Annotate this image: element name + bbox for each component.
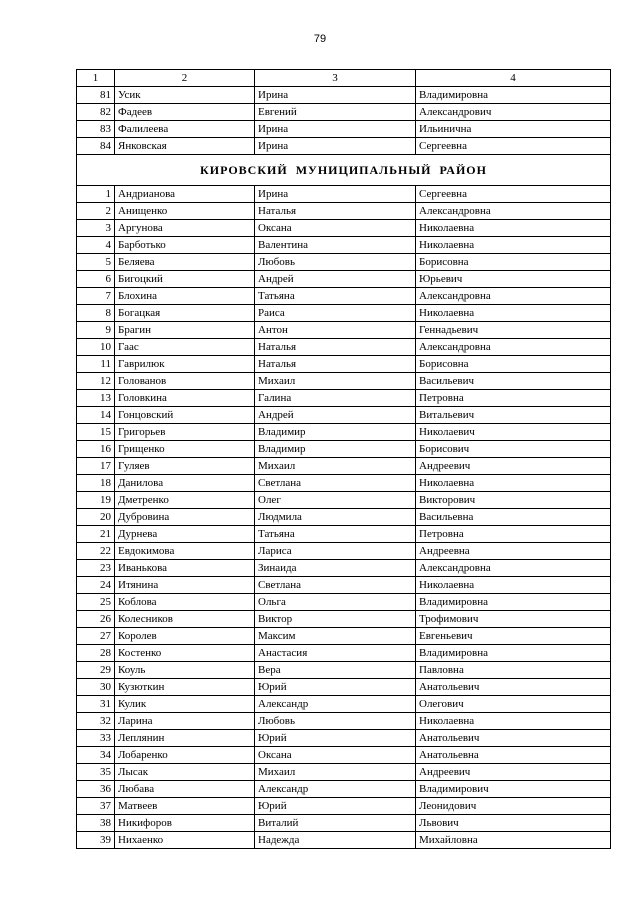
row-number-cell: 38 bbox=[77, 815, 115, 832]
page-number: 79 bbox=[313, 33, 327, 45]
row-number-cell: 2 bbox=[77, 203, 115, 220]
patronymic-cell: Владимировна bbox=[416, 645, 611, 662]
patronymic-cell: Николаевна bbox=[416, 305, 611, 322]
first-name-cell: Ирина bbox=[255, 186, 416, 203]
row-number-cell: 3 bbox=[77, 220, 115, 237]
column-header-2: 2 bbox=[115, 70, 255, 87]
surname-cell: Никифоров bbox=[115, 815, 255, 832]
patronymic-cell: Павловна bbox=[416, 662, 611, 679]
first-name-cell: Татьяна bbox=[255, 288, 416, 305]
row-number-cell: 36 bbox=[77, 781, 115, 798]
surname-cell: Лысак bbox=[115, 764, 255, 781]
row-number-cell: 24 bbox=[77, 577, 115, 594]
first-name-cell: Оксана bbox=[255, 747, 416, 764]
surname-cell: Дубровина bbox=[115, 509, 255, 526]
surname-cell: Голованов bbox=[115, 373, 255, 390]
patronymic-cell: Николаевна bbox=[416, 237, 611, 254]
table-row bbox=[77, 815, 611, 832]
surname-cell: Гаас bbox=[115, 339, 255, 356]
first-name-cell: Валентина bbox=[255, 237, 416, 254]
surname-cell: Андрианова bbox=[115, 186, 255, 203]
first-name-cell: Ирина bbox=[255, 121, 416, 138]
row-number-cell: 33 bbox=[77, 730, 115, 747]
table-row bbox=[77, 271, 611, 288]
first-name-cell: Александр bbox=[255, 781, 416, 798]
row-number-cell: 7 bbox=[77, 288, 115, 305]
table-row bbox=[77, 764, 611, 781]
row-number-cell: 82 bbox=[77, 104, 115, 121]
table-row bbox=[77, 220, 611, 237]
table-row bbox=[77, 458, 611, 475]
first-name-cell: Антон bbox=[255, 322, 416, 339]
surname-cell: Беляева bbox=[115, 254, 255, 271]
table-row bbox=[77, 237, 611, 254]
section-header-row bbox=[77, 155, 611, 186]
table-row bbox=[77, 560, 611, 577]
row-number-cell: 32 bbox=[77, 713, 115, 730]
row-number-cell: 16 bbox=[77, 441, 115, 458]
first-name-cell: Светлана bbox=[255, 577, 416, 594]
row-number-cell: 27 bbox=[77, 628, 115, 645]
first-name-cell: Юрий bbox=[255, 679, 416, 696]
surname-cell: Дметренко bbox=[115, 492, 255, 509]
surname-cell: Гонцовский bbox=[115, 407, 255, 424]
first-name-cell: Виталий bbox=[255, 815, 416, 832]
row-number-cell: 22 bbox=[77, 543, 115, 560]
patronymic-cell: Михайловна bbox=[416, 832, 611, 849]
first-name-cell: Михаил bbox=[255, 373, 416, 390]
surname-cell: Ларина bbox=[115, 713, 255, 730]
row-number-cell: 39 bbox=[77, 832, 115, 849]
surname-cell: Итянина bbox=[115, 577, 255, 594]
patronymic-cell: Ильинична bbox=[416, 121, 611, 138]
row-number-cell: 8 bbox=[77, 305, 115, 322]
first-name-cell: Галина bbox=[255, 390, 416, 407]
surname-cell: Блохина bbox=[115, 288, 255, 305]
patronymic-cell: Владимирович bbox=[416, 781, 611, 798]
surname-cell: Дурнева bbox=[115, 526, 255, 543]
column-header-3: 3 bbox=[255, 70, 416, 87]
row-number-cell: 34 bbox=[77, 747, 115, 764]
first-name-cell: Анастасия bbox=[255, 645, 416, 662]
first-name-cell: Олег bbox=[255, 492, 416, 509]
patronymic-cell: Владимировна bbox=[416, 87, 611, 104]
first-name-cell: Юрий bbox=[255, 730, 416, 747]
first-name-cell: Любовь bbox=[255, 254, 416, 271]
surname-cell: Лобаренко bbox=[115, 747, 255, 764]
surname-cell: Данилова bbox=[115, 475, 255, 492]
surname-cell: Аргунова bbox=[115, 220, 255, 237]
table-row bbox=[77, 526, 611, 543]
row-number-cell: 26 bbox=[77, 611, 115, 628]
table-row bbox=[77, 492, 611, 509]
surname-cell: Фадеев bbox=[115, 104, 255, 121]
table-row bbox=[77, 611, 611, 628]
surname-cell: Григорьев bbox=[115, 424, 255, 441]
row-number-cell: 17 bbox=[77, 458, 115, 475]
row-number-cell: 28 bbox=[77, 645, 115, 662]
surname-cell: Гуляев bbox=[115, 458, 255, 475]
row-number-cell: 1 bbox=[77, 186, 115, 203]
first-name-cell: Любовь bbox=[255, 713, 416, 730]
table-row bbox=[77, 832, 611, 849]
row-number-cell: 6 bbox=[77, 271, 115, 288]
table-row bbox=[77, 121, 611, 138]
surname-cell: Усик bbox=[115, 87, 255, 104]
table-row bbox=[77, 138, 611, 155]
first-name-cell: Лариса bbox=[255, 543, 416, 560]
surname-cell: Иванькова bbox=[115, 560, 255, 577]
first-name-cell: Светлана bbox=[255, 475, 416, 492]
table-row bbox=[77, 87, 611, 104]
first-name-cell: Зинаида bbox=[255, 560, 416, 577]
patronymic-cell: Петровна bbox=[416, 526, 611, 543]
row-number-cell: 5 bbox=[77, 254, 115, 271]
patronymic-cell: Трофимович bbox=[416, 611, 611, 628]
first-name-cell: Андрей bbox=[255, 271, 416, 288]
first-name-cell: Владимир bbox=[255, 441, 416, 458]
table-row bbox=[77, 305, 611, 322]
table-row bbox=[77, 730, 611, 747]
column-header-1: 1 bbox=[77, 70, 115, 87]
row-number-cell: 19 bbox=[77, 492, 115, 509]
patronymic-cell: Александровна bbox=[416, 339, 611, 356]
patronymic-cell: Николаевна bbox=[416, 713, 611, 730]
first-name-cell: Наталья bbox=[255, 339, 416, 356]
surname-cell: Головкина bbox=[115, 390, 255, 407]
row-number-cell: 84 bbox=[77, 138, 115, 155]
first-name-cell: Владимир bbox=[255, 424, 416, 441]
patronymic-cell: Александровна bbox=[416, 288, 611, 305]
first-name-cell: Михаил bbox=[255, 458, 416, 475]
surname-cell: Любава bbox=[115, 781, 255, 798]
patronymic-cell: Николаевна bbox=[416, 220, 611, 237]
first-name-cell: Ирина bbox=[255, 87, 416, 104]
row-number-cell: 18 bbox=[77, 475, 115, 492]
surname-cell: Коуль bbox=[115, 662, 255, 679]
roster-table bbox=[76, 69, 611, 849]
patronymic-cell: Анатольевич bbox=[416, 730, 611, 747]
surname-cell: Фалилеева bbox=[115, 121, 255, 138]
patronymic-cell: Викторович bbox=[416, 492, 611, 509]
table-row bbox=[77, 543, 611, 560]
patronymic-cell: Александровна bbox=[416, 560, 611, 577]
table-row bbox=[77, 339, 611, 356]
table-row bbox=[77, 373, 611, 390]
surname-cell: Богацкая bbox=[115, 305, 255, 322]
patronymic-cell: Александрович bbox=[416, 104, 611, 121]
surname-cell: Кузюткин bbox=[115, 679, 255, 696]
surname-cell: Леплянин bbox=[115, 730, 255, 747]
surname-cell: Коблова bbox=[115, 594, 255, 611]
surname-cell: Нихаенко bbox=[115, 832, 255, 849]
column-header-4: 4 bbox=[416, 70, 611, 87]
patronymic-cell: Васильевич bbox=[416, 373, 611, 390]
table-row bbox=[77, 679, 611, 696]
patronymic-cell: Владимировна bbox=[416, 594, 611, 611]
column-header-row bbox=[77, 70, 611, 87]
surname-cell: Гаврилюк bbox=[115, 356, 255, 373]
row-number-cell: 30 bbox=[77, 679, 115, 696]
surname-cell: Янковская bbox=[115, 138, 255, 155]
first-name-cell: Татьяна bbox=[255, 526, 416, 543]
row-number-cell: 21 bbox=[77, 526, 115, 543]
patronymic-cell: Николаевна bbox=[416, 577, 611, 594]
patronymic-cell: Александровна bbox=[416, 203, 611, 220]
table-row bbox=[77, 628, 611, 645]
patronymic-cell: Витальевич bbox=[416, 407, 611, 424]
row-number-cell: 10 bbox=[77, 339, 115, 356]
patronymic-cell: Борисовна bbox=[416, 254, 611, 271]
row-number-cell: 9 bbox=[77, 322, 115, 339]
row-number-cell: 29 bbox=[77, 662, 115, 679]
patronymic-cell: Борисович bbox=[416, 441, 611, 458]
row-number-cell: 81 bbox=[77, 87, 115, 104]
patronymic-cell: Николаевна bbox=[416, 475, 611, 492]
row-number-cell: 12 bbox=[77, 373, 115, 390]
table-row bbox=[77, 186, 611, 203]
table-row bbox=[77, 713, 611, 730]
patronymic-cell: Олегович bbox=[416, 696, 611, 713]
surname-cell: Барботько bbox=[115, 237, 255, 254]
row-number-cell: 83 bbox=[77, 121, 115, 138]
table-row bbox=[77, 696, 611, 713]
row-number-cell: 37 bbox=[77, 798, 115, 815]
row-number-cell: 20 bbox=[77, 509, 115, 526]
first-name-cell: Вера bbox=[255, 662, 416, 679]
first-name-cell: Раиса bbox=[255, 305, 416, 322]
patronymic-cell: Анатольевна bbox=[416, 747, 611, 764]
row-number-cell: 23 bbox=[77, 560, 115, 577]
table-row bbox=[77, 203, 611, 220]
patronymic-cell: Геннадьевич bbox=[416, 322, 611, 339]
table-row bbox=[77, 254, 611, 271]
table-row bbox=[77, 356, 611, 373]
row-number-cell: 14 bbox=[77, 407, 115, 424]
surname-cell: Анищенко bbox=[115, 203, 255, 220]
patronymic-cell: Борисовна bbox=[416, 356, 611, 373]
row-number-cell: 11 bbox=[77, 356, 115, 373]
first-name-cell: Ирина bbox=[255, 138, 416, 155]
table-row bbox=[77, 781, 611, 798]
table-row bbox=[77, 390, 611, 407]
table-row bbox=[77, 577, 611, 594]
first-name-cell: Андрей bbox=[255, 407, 416, 424]
patronymic-cell: Сергеевна bbox=[416, 138, 611, 155]
table-row bbox=[77, 475, 611, 492]
first-name-cell: Людмила bbox=[255, 509, 416, 526]
surname-cell: Колесников bbox=[115, 611, 255, 628]
patronymic-cell: Андреевич bbox=[416, 764, 611, 781]
table-body-top bbox=[77, 70, 611, 155]
surname-cell: Матвеев bbox=[115, 798, 255, 815]
surname-cell: Костенко bbox=[115, 645, 255, 662]
row-number-cell: 35 bbox=[77, 764, 115, 781]
row-number-cell: 15 bbox=[77, 424, 115, 441]
row-number-cell: 25 bbox=[77, 594, 115, 611]
first-name-cell: Александр bbox=[255, 696, 416, 713]
patronymic-cell: Андреевич bbox=[416, 458, 611, 475]
row-number-cell: 13 bbox=[77, 390, 115, 407]
table-row bbox=[77, 104, 611, 121]
first-name-cell: Михаил bbox=[255, 764, 416, 781]
first-name-cell: Наталья bbox=[255, 203, 416, 220]
first-name-cell: Оксана bbox=[255, 220, 416, 237]
row-number-cell: 31 bbox=[77, 696, 115, 713]
table-body-bottom bbox=[77, 186, 611, 849]
row-number-cell: 4 bbox=[77, 237, 115, 254]
patronymic-cell: Николаевич bbox=[416, 424, 611, 441]
surname-cell: Королев bbox=[115, 628, 255, 645]
table-row bbox=[77, 288, 611, 305]
surname-cell: Брагин bbox=[115, 322, 255, 339]
first-name-cell: Юрий bbox=[255, 798, 416, 815]
table-row bbox=[77, 645, 611, 662]
first-name-cell: Наталья bbox=[255, 356, 416, 373]
surname-cell: Грищенко bbox=[115, 441, 255, 458]
first-name-cell: Ольга bbox=[255, 594, 416, 611]
patronymic-cell: Васильевна bbox=[416, 509, 611, 526]
table-row bbox=[77, 509, 611, 526]
first-name-cell: Евгений bbox=[255, 104, 416, 121]
patronymic-cell: Петровна bbox=[416, 390, 611, 407]
table-row bbox=[77, 662, 611, 679]
table-row bbox=[77, 798, 611, 815]
section-header-body bbox=[77, 155, 611, 186]
surname-cell: Кулик bbox=[115, 696, 255, 713]
first-name-cell: Надежда bbox=[255, 832, 416, 849]
patronymic-cell: Анатольевич bbox=[416, 679, 611, 696]
table-row bbox=[77, 424, 611, 441]
table-row bbox=[77, 594, 611, 611]
patronymic-cell: Андреевна bbox=[416, 543, 611, 560]
table-row bbox=[77, 407, 611, 424]
table-row bbox=[77, 747, 611, 764]
patronymic-cell: Сергеевна bbox=[416, 186, 611, 203]
section-title: КИРОВСКИЙ МУНИЦИПАЛЬНЫЙ РАЙОН bbox=[77, 155, 611, 186]
first-name-cell: Максим bbox=[255, 628, 416, 645]
table-row bbox=[77, 441, 611, 458]
first-name-cell: Виктор bbox=[255, 611, 416, 628]
surname-cell: Бигоцкий bbox=[115, 271, 255, 288]
patronymic-cell: Львович bbox=[416, 815, 611, 832]
patronymic-cell: Юрьевич bbox=[416, 271, 611, 288]
table-row bbox=[77, 322, 611, 339]
patronymic-cell: Леонидович bbox=[416, 798, 611, 815]
surname-cell: Евдокимова bbox=[115, 543, 255, 560]
patronymic-cell: Евгеньевич bbox=[416, 628, 611, 645]
